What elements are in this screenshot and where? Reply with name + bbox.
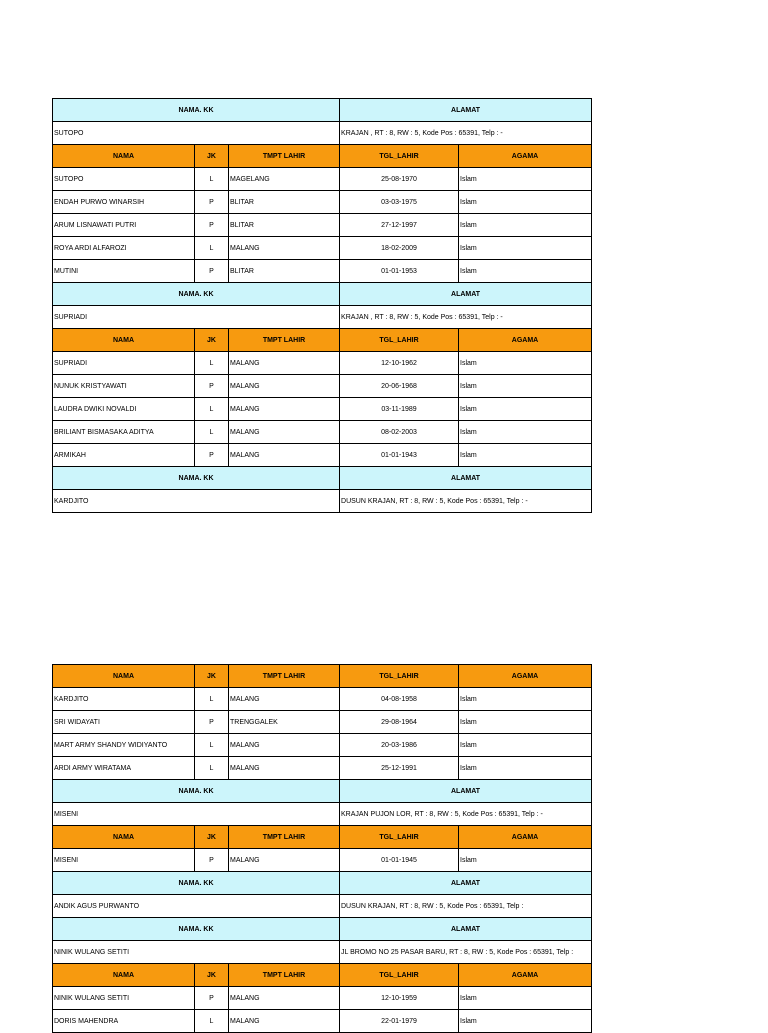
- member-row: [53, 237, 592, 260]
- member-agama-cell: Islam: [459, 237, 592, 260]
- member-nama-cell: BRILIANT BISMASAKA ADITYA: [53, 421, 195, 444]
- member-row: [53, 1010, 592, 1033]
- member-jk-cell: L: [195, 168, 229, 191]
- kk-alamat-cell: DUSUN KRAJAN, RT : 8, RW : 5, Kode Pos : 65391, Telp : -: [340, 490, 592, 513]
- header-alamat: ALAMAT: [340, 283, 592, 306]
- member-agama-cell: Islam: [459, 375, 592, 398]
- kk-nama-cell: SUPRIADI: [53, 306, 340, 329]
- member-jk-cell: P: [195, 987, 229, 1010]
- header-jk: JK: [195, 964, 229, 987]
- header-nama: NAMA: [53, 964, 195, 987]
- member-row: [53, 168, 592, 191]
- member-jk-cell: L: [195, 398, 229, 421]
- member-row: [53, 987, 592, 1010]
- header-agama: AGAMA: [459, 145, 592, 168]
- member-agama-cell: Islam: [459, 987, 592, 1010]
- member-tgl-lahir-cell: 18-02-2009: [340, 237, 459, 260]
- header-tgl-lahir: TGL_LAHIR: [340, 826, 459, 849]
- header-alamat: ALAMAT: [340, 918, 592, 941]
- kk-nama-cell: KARDJITO: [53, 490, 340, 513]
- member-row: [53, 688, 592, 711]
- header-jk: JK: [195, 665, 229, 688]
- member-nama-cell: MISENI: [53, 849, 195, 872]
- member-header-row: [53, 826, 592, 849]
- header-nama: NAMA: [53, 665, 195, 688]
- member-row: [53, 849, 592, 872]
- header-nama: NAMA: [53, 826, 195, 849]
- member-agama-cell: Islam: [459, 214, 592, 237]
- member-row: [53, 421, 592, 444]
- kk-header-row: [53, 872, 592, 895]
- member-jk-cell: P: [195, 260, 229, 283]
- member-agama-cell: Islam: [459, 352, 592, 375]
- header-nama-kk: NAMA. KK: [53, 99, 340, 122]
- member-tmpt-lahir-cell: MALANG: [229, 734, 340, 757]
- header-nama: NAMA: [53, 329, 195, 352]
- member-agama-cell: Islam: [459, 711, 592, 734]
- kk-header-row: [53, 467, 592, 490]
- member-jk-cell: L: [195, 1010, 229, 1033]
- member-jk-cell: L: [195, 734, 229, 757]
- header-tmpt-lahir: TMPT LAHIR: [229, 329, 340, 352]
- kk-row: [53, 803, 592, 826]
- family-table: [52, 664, 592, 1033]
- member-row: [53, 734, 592, 757]
- header-agama: AGAMA: [459, 964, 592, 987]
- member-nama-cell: SRI WIDAYATI: [53, 711, 195, 734]
- header-tgl-lahir: TGL_LAHIR: [340, 964, 459, 987]
- member-row: [53, 191, 592, 214]
- member-jk-cell: L: [195, 352, 229, 375]
- kk-row: [53, 490, 592, 513]
- header-agama: AGAMA: [459, 826, 592, 849]
- kk-header-row: [53, 283, 592, 306]
- member-nama-cell: SUPRIADI: [53, 352, 195, 375]
- member-tgl-lahir-cell: 12-10-1959: [340, 987, 459, 1010]
- kk-row: [53, 306, 592, 329]
- header-jk: JK: [195, 826, 229, 849]
- member-jk-cell: L: [195, 757, 229, 780]
- member-tmpt-lahir-cell: MALANG: [229, 444, 340, 467]
- member-tmpt-lahir-cell: MALANG: [229, 688, 340, 711]
- member-nama-cell: MART ARMY SHANDY WIDIYANTO: [53, 734, 195, 757]
- member-agama-cell: Islam: [459, 260, 592, 283]
- member-jk-cell: P: [195, 849, 229, 872]
- kk-header-row: [53, 99, 592, 122]
- kk-row: [53, 895, 592, 918]
- member-tgl-lahir-cell: 03-03-1975: [340, 191, 459, 214]
- header-tmpt-lahir: TMPT LAHIR: [229, 826, 340, 849]
- member-agama-cell: Islam: [459, 421, 592, 444]
- member-tgl-lahir-cell: 20-06-1968: [340, 375, 459, 398]
- member-tmpt-lahir-cell: BLITAR: [229, 260, 340, 283]
- header-tgl-lahir: TGL_LAHIR: [340, 329, 459, 352]
- kk-row: [53, 122, 592, 145]
- header-tmpt-lahir: TMPT LAHIR: [229, 964, 340, 987]
- member-tmpt-lahir-cell: MALANG: [229, 1010, 340, 1033]
- kk-header-row: [53, 918, 592, 941]
- header-jk: JK: [195, 145, 229, 168]
- member-tgl-lahir-cell: 29-08-1964: [340, 711, 459, 734]
- member-row: [53, 444, 592, 467]
- kk-alamat-cell: KRAJAN , RT : 8, RW : 5, Kode Pos : 65391, Telp : -: [340, 122, 592, 145]
- member-nama-cell: KARDJITO: [53, 688, 195, 711]
- member-row: [53, 757, 592, 780]
- header-alamat: ALAMAT: [340, 872, 592, 895]
- member-row: [53, 260, 592, 283]
- member-tgl-lahir-cell: 12-10-1962: [340, 352, 459, 375]
- member-nama-cell: NINIK WULANG SETITI: [53, 987, 195, 1010]
- member-tgl-lahir-cell: 08-02-2003: [340, 421, 459, 444]
- member-tmpt-lahir-cell: MALANG: [229, 237, 340, 260]
- kk-header-row: [53, 780, 592, 803]
- member-tmpt-lahir-cell: MALANG: [229, 375, 340, 398]
- member-tgl-lahir-cell: 25-08-1970: [340, 168, 459, 191]
- kk-alamat-cell: KRAJAN PUJON LOR, RT : 8, RW : 5, Kode Pos : 65391, Telp : -: [340, 803, 592, 826]
- header-nama-kk: NAMA. KK: [53, 872, 340, 895]
- member-nama-cell: ARDI ARMY WIRATAMA: [53, 757, 195, 780]
- kk-alamat-cell: DUSUN KRAJAN, RT : 8, RW : 5, Kode Pos : 65391, Telp :: [340, 895, 592, 918]
- member-tmpt-lahir-cell: MALANG: [229, 849, 340, 872]
- header-tmpt-lahir: TMPT LAHIR: [229, 145, 340, 168]
- member-nama-cell: ROYA ARDI ALFAROZI: [53, 237, 195, 260]
- member-jk-cell: L: [195, 688, 229, 711]
- member-agama-cell: Islam: [459, 757, 592, 780]
- kk-nama-cell: SUTOPO: [53, 122, 340, 145]
- member-row: [53, 214, 592, 237]
- kk-nama-cell: NINIK WULANG SETITI: [53, 941, 340, 964]
- member-tmpt-lahir-cell: MALANG: [229, 398, 340, 421]
- header-tmpt-lahir: TMPT LAHIR: [229, 665, 340, 688]
- member-agama-cell: Islam: [459, 398, 592, 421]
- member-tgl-lahir-cell: 04-08-1958: [340, 688, 459, 711]
- member-tmpt-lahir-cell: MALANG: [229, 352, 340, 375]
- member-agama-cell: Islam: [459, 849, 592, 872]
- header-tgl-lahir: TGL_LAHIR: [340, 145, 459, 168]
- member-nama-cell: ARUM LISNAWATI PUTRI: [53, 214, 195, 237]
- kk-nama-cell: MISENI: [53, 803, 340, 826]
- member-row: [53, 352, 592, 375]
- kk-alamat-cell: JL BROMO NO 25 PASAR BARU, RT : 8, RW : 5, Kode Pos : 65391, Telp :: [340, 941, 592, 964]
- member-tgl-lahir-cell: 03-11-1989: [340, 398, 459, 421]
- member-tgl-lahir-cell: 20-03-1986: [340, 734, 459, 757]
- member-nama-cell: NUNUK KRISTYAWATI: [53, 375, 195, 398]
- member-tgl-lahir-cell: 27-12-1997: [340, 214, 459, 237]
- member-jk-cell: P: [195, 444, 229, 467]
- kk-row: [53, 941, 592, 964]
- kk-alamat-cell: KRAJAN , RT : 8, RW : 5, Kode Pos : 65391, Telp : -: [340, 306, 592, 329]
- member-header-row: [53, 665, 592, 688]
- kk-nama-cell: ANDIK AGUS PURWANTO: [53, 895, 340, 918]
- member-tmpt-lahir-cell: MALANG: [229, 421, 340, 444]
- member-row: [53, 398, 592, 421]
- member-jk-cell: P: [195, 191, 229, 214]
- member-agama-cell: Islam: [459, 688, 592, 711]
- member-nama-cell: MUTINI: [53, 260, 195, 283]
- header-alamat: ALAMAT: [340, 467, 592, 490]
- member-jk-cell: P: [195, 711, 229, 734]
- member-nama-cell: DORIS MAHENDRA: [53, 1010, 195, 1033]
- member-agama-cell: Islam: [459, 191, 592, 214]
- member-agama-cell: Islam: [459, 1010, 592, 1033]
- member-tgl-lahir-cell: 25-12-1991: [340, 757, 459, 780]
- header-agama: AGAMA: [459, 665, 592, 688]
- header-jk: JK: [195, 329, 229, 352]
- header-nama-kk: NAMA. KK: [53, 467, 340, 490]
- member-tgl-lahir-cell: 22-01-1979: [340, 1010, 459, 1033]
- member-jk-cell: L: [195, 237, 229, 260]
- header-alamat: ALAMAT: [340, 780, 592, 803]
- member-jk-cell: L: [195, 421, 229, 444]
- member-agama-cell: Islam: [459, 734, 592, 757]
- family-table-block-2: [52, 664, 591, 1033]
- member-agama-cell: Islam: [459, 444, 592, 467]
- member-nama-cell: LAUDRA DWIKI NOVALDI: [53, 398, 195, 421]
- header-alamat: ALAMAT: [340, 99, 592, 122]
- header-nama-kk: NAMA. KK: [53, 780, 340, 803]
- header-agama: AGAMA: [459, 329, 592, 352]
- member-header-row: [53, 145, 592, 168]
- member-nama-cell: SUTOPO: [53, 168, 195, 191]
- header-nama-kk: NAMA. KK: [53, 918, 340, 941]
- member-nama-cell: ENDAH PURWO WINARSIH: [53, 191, 195, 214]
- member-tmpt-lahir-cell: TRENGGALEK: [229, 711, 340, 734]
- member-tmpt-lahir-cell: MAGELANG: [229, 168, 340, 191]
- member-tmpt-lahir-cell: MALANG: [229, 757, 340, 780]
- family-table-block-1: [52, 98, 591, 513]
- member-tmpt-lahir-cell: BLITAR: [229, 214, 340, 237]
- member-tmpt-lahir-cell: MALANG: [229, 987, 340, 1010]
- member-nama-cell: ARMIKAH: [53, 444, 195, 467]
- member-agama-cell: Islam: [459, 168, 592, 191]
- member-row: [53, 375, 592, 398]
- member-row: [53, 711, 592, 734]
- member-jk-cell: P: [195, 375, 229, 398]
- family-table: [52, 98, 592, 513]
- header-nama: NAMA: [53, 145, 195, 168]
- member-tgl-lahir-cell: 01-01-1945: [340, 849, 459, 872]
- header-nama-kk: NAMA. KK: [53, 283, 340, 306]
- member-tgl-lahir-cell: 01-01-1943: [340, 444, 459, 467]
- member-header-row: [53, 964, 592, 987]
- member-tgl-lahir-cell: 01-01-1953: [340, 260, 459, 283]
- member-tmpt-lahir-cell: BLITAR: [229, 191, 340, 214]
- member-header-row: [53, 329, 592, 352]
- header-tgl-lahir: TGL_LAHIR: [340, 665, 459, 688]
- member-jk-cell: P: [195, 214, 229, 237]
